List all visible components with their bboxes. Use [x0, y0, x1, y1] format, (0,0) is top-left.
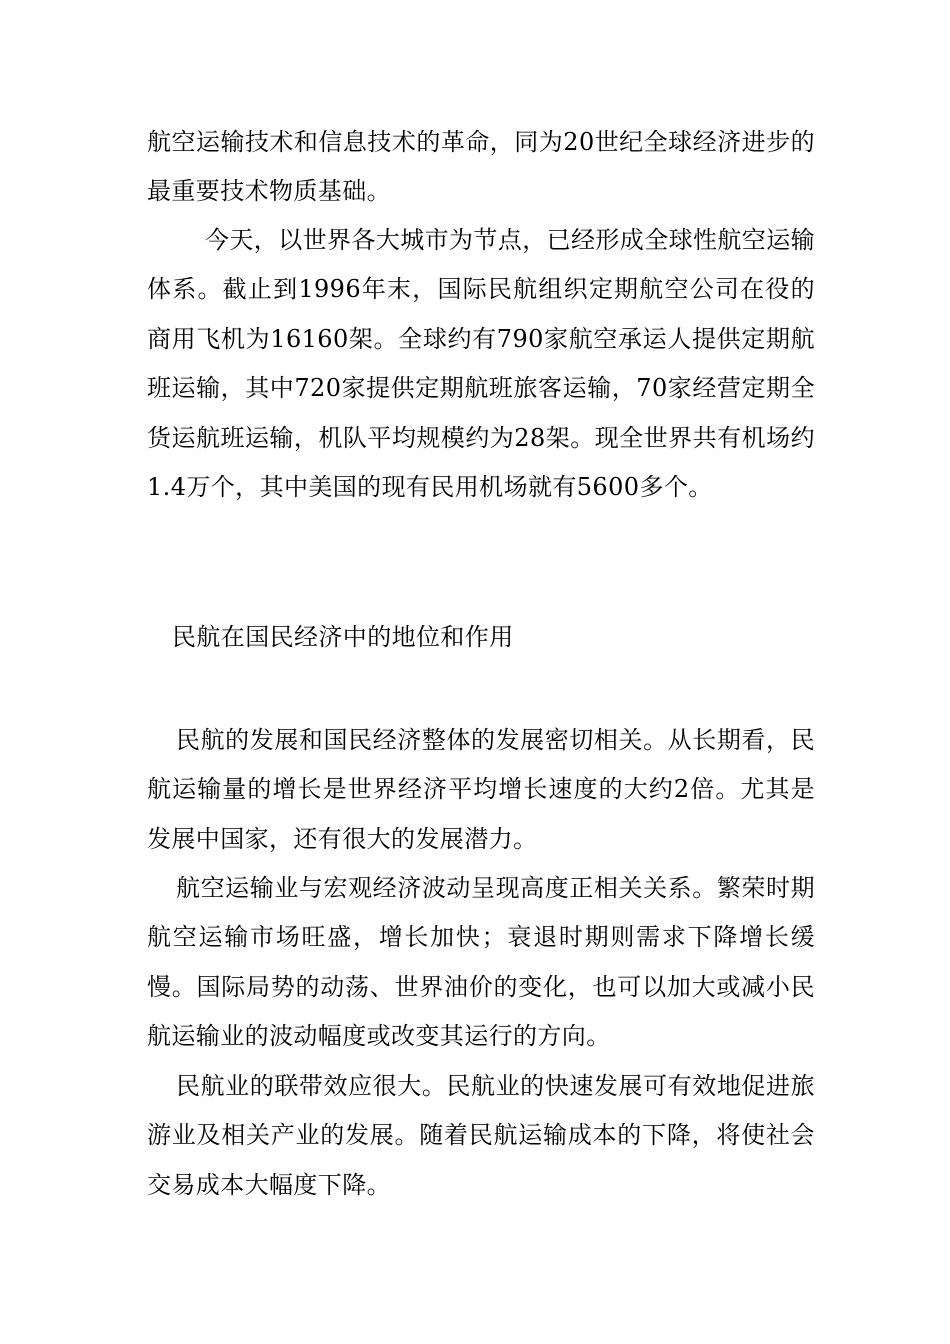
paragraph-macro-fluctuation: 航空运输业与宏观经济波动呈现高度正相关关系。繁荣时期航空运输市场旺盛，增长加快；衰退时期则需求下降增长缓慢。国际局势的动荡、世界油价的变化，也可以加大或减小民航运输业的波动幅度或改变其运行的方向。 [147, 874, 815, 1051]
paragraph-economic-relation: 民航的发展和国民经济整体的发展密切相关。从长期看，民航运输量的增长是世界经济平均增长速度的大约2倍。尤其是发展中国家，还有很大的发展潜力。 [147, 726, 815, 853]
section-heading: 民航在国民经济中的地位和作用 [172, 623, 514, 651]
paragraph-global-air-transport: 今天，以世界各大城市为节点，已经形成全球性航空运输体系。截止到1996年末，国际民航组织定期航空公司在役的商用飞机为16160架。全球约有790家航空承运人提供定期航班运输，其中720家提供定期航班旅客运输，70家经营定期全货运航班运输，机队平均规模约为28架。现全世界共有机场约1.4万个，其中美国的现有民用机场就有5600多个。 [147, 226, 815, 502]
paragraph-technology-revolution: 航空运输技术和信息技术的革命，同为20世纪全球经济进步的最重要技术物质基础。 [147, 128, 815, 206]
paragraph-linkage-effect: 民航业的联带效应很大。民航业的快速发展可有效地促进旅游业及相关产业的发展。随着民航运输成本的下降，将使社会交易成本大幅度下降。 [147, 1072, 815, 1199]
